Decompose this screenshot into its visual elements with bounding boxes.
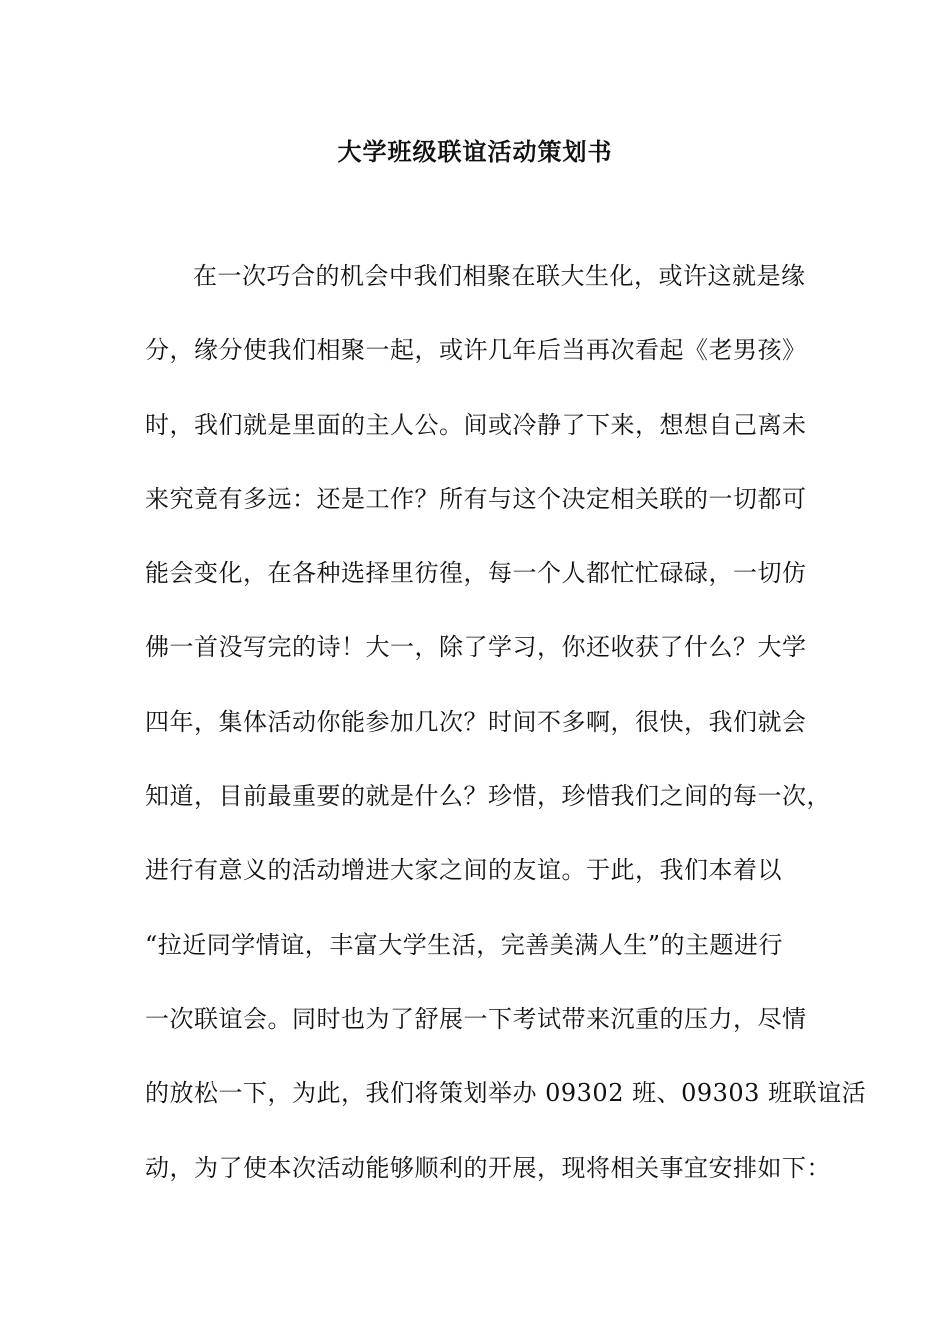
document-title: 大学班级联谊活动策划书 <box>337 137 613 166</box>
paragraph-line: 一次联谊会。同时也为了舒展一下考试带来沉重的压力，尽情 <box>145 1004 807 1033</box>
paragraph-line: 来究竟有多远：还是工作？所有与这个决定相关联的一切都可 <box>145 484 807 513</box>
paragraph-line: 的放松一下，为此，我们将策划举办 09302 班、09303 班联谊活 <box>145 1079 867 1108</box>
paragraph-line: “拉近同学情谊，丰富大学生活，完善美满人生”的主题进行 <box>145 930 784 959</box>
intro-paragraph <box>145 256 867 1222</box>
paragraph-line: 能会变化，在各种选择里彷徨，每一个人都忙忙碌碌，一切仿 <box>145 559 807 588</box>
paragraph-line: 知道，目前最重要的就是什么？珍惜，珍惜我们之间的每一次， <box>145 782 831 811</box>
paragraph-line: 动，为了使本次活动能够顺利的开展，现将相关事宜安排如下： <box>145 1153 831 1182</box>
paragraph-line: 佛一首没写完的诗！大一，除了学习，你还收获了什么？大学 <box>145 633 807 662</box>
paragraph-line: 分，缘分使我们相聚一起，或许几年后当再次看起《老男孩》 <box>145 336 807 365</box>
paragraph-line: 在一次巧合的机会中我们相聚在联大生化，或许这就是缘 <box>193 262 806 290</box>
paragraph-line: 四年，集体活动你能参加几次？时间不多啊，很快，我们就会 <box>145 707 807 736</box>
paragraph-line: 进行有意义的活动增进大家之间的友谊。于此，我们本着以 <box>145 856 782 885</box>
paragraph-line: 时，我们就是里面的主人公。间或冷静了下来，想想自己离未 <box>145 410 807 439</box>
